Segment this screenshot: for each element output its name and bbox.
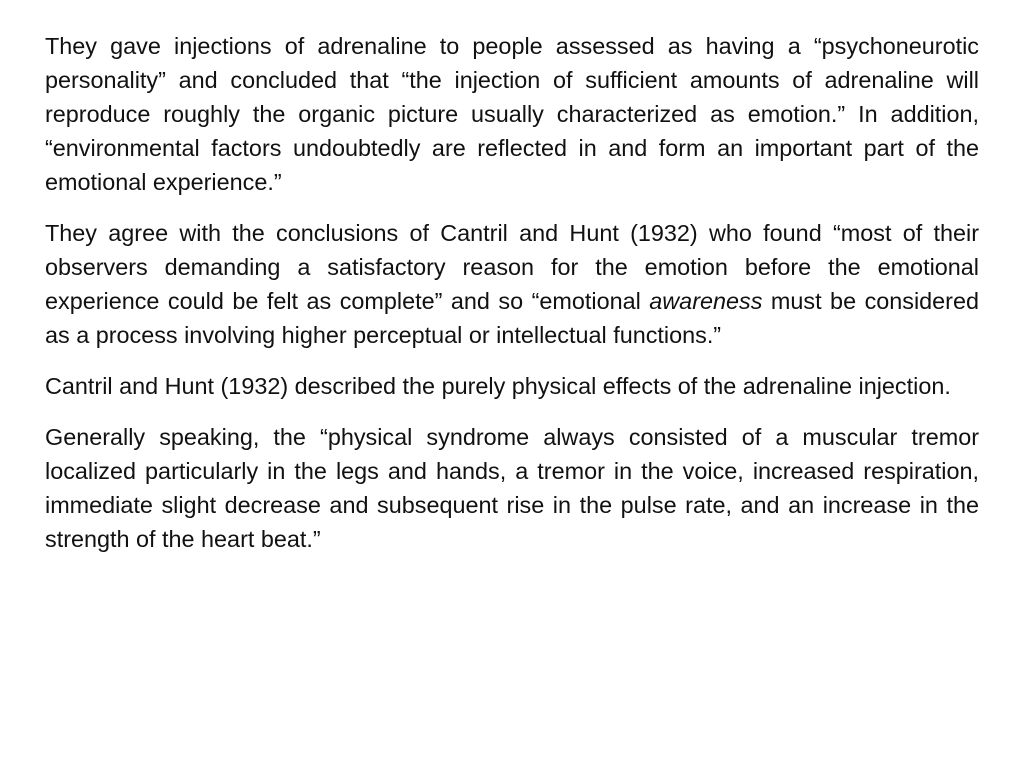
paragraph-4: Generally speaking, the “physical syndrome always consisted of a muscular tremor localized particularly in the legs and hands, a tremor in the voice, increased respiration, immediate slight decrease and subsequent rise in the pulse rate, and an increase in the strength of the heart beat.” [45, 424, 979, 552]
paragraph-3: Cantril and Hunt (1932) described the purely physical effects of the adrenaline injection. [45, 373, 951, 399]
paragraph-1: They gave injections of adrenaline to people assessed as having a “psychoneurotic personality” and concluded that “the injection of sufficient amounts of adrenaline will reproduce roughly the organic picture usually characterized as emotion.” In addition, “environmental factors undoubtedly are reflected in and form an important part of the emotional experience.” [45, 33, 979, 195]
paragraph-2-text-start: They agree with the conclusions of Cantril and Hunt (1932) who found “most of their observers demanding a satisfactory reason for the emotion before the emotional experience could be felt as complete” and so “emotional [45, 220, 979, 314]
paragraph-2-text-end: must be considered as a process involving higher perceptual or intellectual functions.” [45, 288, 979, 348]
paragraph-2-emphasis: awareness [649, 288, 763, 314]
paragraph-2 [45, 216, 979, 352]
slide-body [45, 29, 979, 573]
